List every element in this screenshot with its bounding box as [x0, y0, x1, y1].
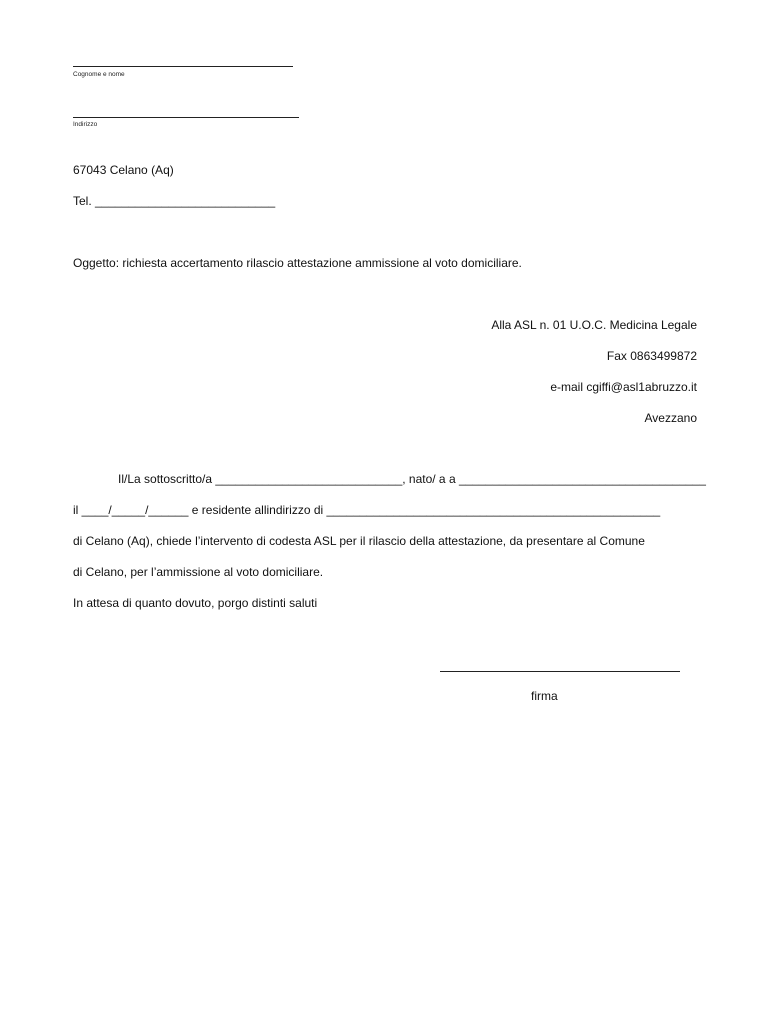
recipient-email: e-mail cgiffi@asl1abruzzo.it: [550, 380, 697, 394]
signature-label: firma: [531, 689, 558, 703]
recipient-fax: Fax 0863499872: [606, 349, 697, 363]
body-line-1: Il/La sottoscritto/a ____________________________, nato/ a a _____________________________________: [118, 472, 706, 486]
sender-tel: Tel. ___________________________: [73, 194, 276, 208]
name-label: Cognome e nome: [73, 71, 125, 78]
recipient-city: Avezzano: [644, 411, 697, 425]
recipient-office: Alla ASL n. 01 U.O.C. Medicina Legale: [491, 318, 697, 332]
name-blank-line: [73, 66, 293, 67]
subject-line: Oggetto: richiesta accertamento rilascio attestazione ammissione al voto domiciliare.: [73, 256, 522, 270]
address-blank-line: [73, 117, 299, 118]
body-line-3: di Celano (Aq), chiede l’intervento di codesta ASL per il rilascio della attestazione, da presentare al Comune: [73, 534, 645, 548]
closing-line: In attesa di quanto dovuto, porgo distinti saluti: [73, 596, 318, 610]
body-line-2: il ____/_____/______ e residente allindirizzo di __________________________________________________: [73, 503, 661, 517]
sender-city: 67043 Celano (Aq): [73, 163, 174, 177]
body-line-4: di Celano, per l’ammissione al voto domiciliare.: [73, 565, 324, 579]
address-label: Indirizzo: [73, 121, 98, 128]
signature-blank-line: [440, 671, 680, 672]
